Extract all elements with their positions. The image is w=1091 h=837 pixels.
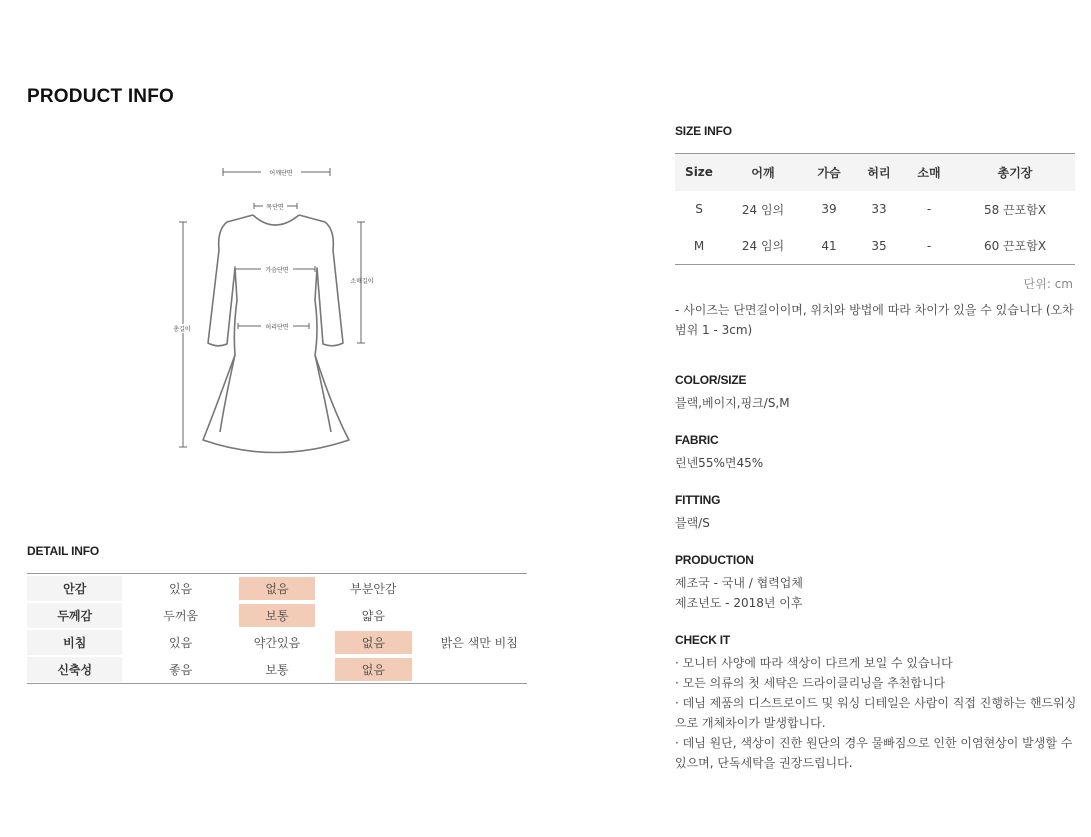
color-size-value: 블랙,베이지,핑크/S,M	[675, 396, 790, 410]
production-title: PRODUCTION	[675, 553, 754, 567]
size-cell: 58 끈포함X	[983, 202, 1047, 217]
size-cell: -	[926, 238, 932, 253]
page-title: PRODUCT INFO	[27, 86, 175, 107]
detail-option: 약간있음	[253, 636, 301, 650]
size-header-cell: 소매	[903, 154, 955, 191]
size-header-cell: 가슴	[803, 154, 855, 191]
size-header-cell: 어깨	[723, 154, 803, 191]
fitting-title: FITTING	[675, 493, 721, 507]
detail-option-selected: 없음	[335, 658, 411, 681]
color-size-block	[675, 373, 1085, 413]
detail-option: 보통	[265, 663, 289, 677]
fabric-block	[675, 433, 1085, 473]
detail-option-selected: 없음	[335, 631, 411, 654]
size-cell: 24 임의	[741, 239, 785, 254]
check-it-title: CHECK IT	[675, 633, 731, 647]
dress-diagram-svg	[165, 160, 385, 465]
size-cell: 24 임의	[741, 202, 785, 217]
shoulder-measure-label: 어깨단면	[269, 170, 293, 177]
size-header-cell: 허리	[855, 154, 903, 191]
detail-option: 부분안감	[350, 582, 397, 596]
length-measure-label: 총길이	[173, 326, 191, 333]
check-it-line: · 데님 제품의 디스트로이드 및 워싱 디테일은 사람이 직접 진행하는 핸드워싱으로 개체차이가 발생합니다.	[675, 696, 1077, 730]
detail-option: 얇음	[361, 609, 385, 623]
check-it-line: · 모든 의류의 첫 세탁은 드라이클리닝을 추천합니다	[675, 676, 946, 690]
detail-option: 좋음	[169, 663, 193, 677]
size-unit: 단위: cm	[1023, 277, 1073, 291]
size-cell: 60 끈포함X	[983, 239, 1047, 254]
size-info-title: SIZE INFO	[675, 124, 732, 138]
detail-row-label: 안감	[27, 576, 122, 601]
check-it-line: · 데님 원단, 색상이 진한 원단의 경우 물빠짐으로 인한 이염현상이 발생할 수 있으며, 단독세탁을 권장드립니다.	[675, 736, 1073, 770]
size-note: - 사이즈는 단면길이이며, 위치와 방법에 따라 차이가 있을 수 있습니다 (오차범위 1 - 3cm)	[675, 303, 1074, 337]
detail-option-selected: 보통	[239, 604, 315, 627]
detail-info-title: DETAIL INFO	[27, 544, 100, 558]
size-cell: M	[693, 238, 705, 253]
sleeve-measure-label: 소매길이	[350, 278, 374, 285]
detail-row-sheerness	[27, 629, 527, 656]
detail-row-thickness	[27, 602, 527, 629]
detail-option-selected: 없음	[239, 577, 315, 600]
detail-option: 밝은 색만 비침	[440, 636, 518, 650]
detail-option	[432, 658, 527, 681]
size-cell: 35	[871, 238, 887, 253]
check-it-block	[675, 633, 1085, 773]
fabric-title: FABRIC	[675, 433, 719, 447]
size-table-row	[675, 228, 1075, 265]
fitting-block	[675, 493, 1085, 533]
size-info-table	[675, 153, 1075, 265]
production-block	[675, 553, 1085, 613]
size-table-row	[675, 191, 1075, 228]
size-cell: 41	[821, 238, 837, 253]
color-size-title: COLOR/SIZE	[675, 373, 747, 387]
detail-row-label: 신축성	[27, 657, 122, 682]
size-table-header-row	[675, 154, 1075, 191]
dress-measurement-diagram	[165, 160, 385, 465]
neck-measure-label: 목단면	[266, 204, 284, 211]
size-cell: 39	[821, 202, 837, 216]
detail-row-label: 두께감	[27, 603, 122, 628]
fabric-value: 린넨55%면45%	[675, 456, 764, 470]
detail-option	[432, 577, 527, 600]
chest-measure-label: 가슴단면	[265, 267, 289, 274]
size-cell: S	[695, 202, 703, 216]
detail-row-stretch	[27, 656, 527, 683]
detail-option: 두꺼움	[163, 609, 199, 623]
detail-option: 있음	[169, 636, 193, 650]
size-header-cell: Size	[675, 154, 723, 191]
detail-row-lining	[27, 575, 527, 602]
size-cell: 33	[871, 202, 887, 216]
size-cell: -	[926, 202, 932, 216]
waist-measure-label: 허리단면	[265, 324, 289, 331]
check-it-line: · 모니터 사양에 따라 색상이 다르게 보일 수 있습니다	[675, 656, 953, 670]
detail-option: 있음	[169, 582, 193, 596]
fitting-value: 블랙/S	[675, 516, 710, 530]
detail-row-label: 비침	[27, 630, 122, 655]
size-header-cell: 총기장	[955, 154, 1075, 191]
detail-info-table	[27, 573, 527, 684]
production-year: 제조년도 - 2018년 이후	[675, 596, 803, 610]
production-origin: 제조국 - 국내 / 협력업체	[675, 576, 803, 590]
detail-option	[432, 604, 527, 627]
